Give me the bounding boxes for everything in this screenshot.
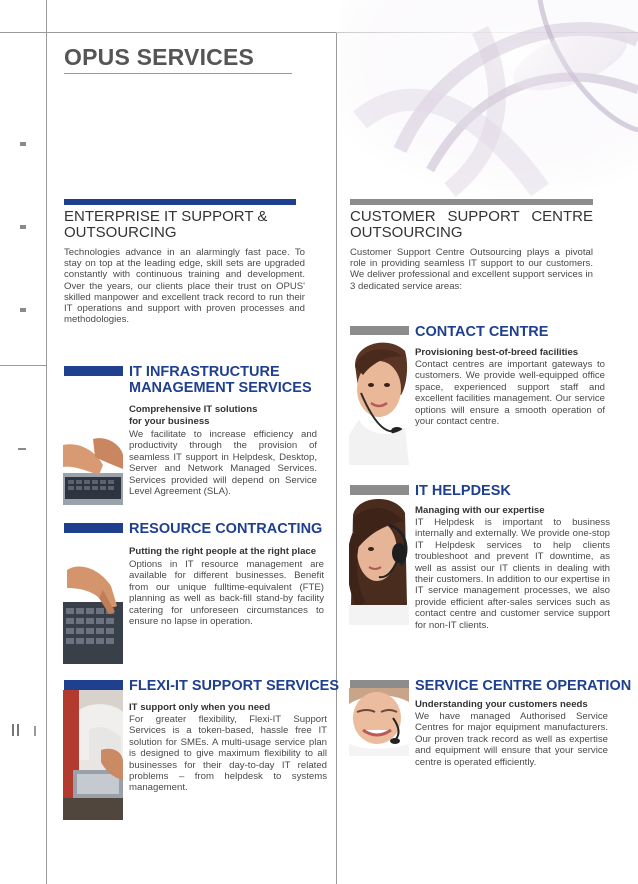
margin-marker [12, 724, 14, 736]
it-infrastructure-subtitle-line1: Comprehensive IT solutions [129, 404, 258, 415]
decorative-swirl-graphic [340, 0, 638, 200]
it-helpdesk-body: IT Helpdesk is important to business internally and externally. We provide one-stop IT Helpdesk services to help clients troubleshoot and prevent IT downtime, as well as assist our IT clients in dealing with their customers. In addition to our expertise in IT service management processes, we also provide efficient after-sales services such as contact centre and customer service support for non-IT clients. [415, 517, 610, 631]
it-infrastructure-bar [64, 366, 123, 376]
flexi-it-body: For greater flexibility, Flexi-IT Support Services is a token-based, hassle free IT solution for SMEs. A multi-usage service plan is designed to give maximum flexibility to all businesses for their day-to-day IT related problems – from helpdesk to systems management. [129, 714, 327, 794]
top-frame-line-left [0, 32, 336, 33]
service-centre-title: SERVICE CENTRE OPERATION [415, 678, 632, 694]
margin-marker [20, 142, 26, 146]
flexi-it-title: FLEXI-IT SUPPORT SERVICES [129, 678, 340, 694]
smiling-agent-photo [349, 688, 409, 756]
resource-contracting-subtitle: Putting the right people at the right place [129, 546, 317, 557]
headset-agent-photo [349, 335, 409, 465]
customer-heading-line1: CUSTOMER SUPPORT CENTRE [350, 208, 593, 225]
title-underline [64, 73, 292, 74]
margin-marker [18, 448, 26, 450]
enterprise-section-bar [64, 199, 296, 205]
contact-centre-title: CONTACT CENTRE [415, 324, 549, 340]
page-title: OPUS SERVICES [64, 44, 255, 70]
it-infrastructure-title-line2: MANAGEMENT SERVICES [129, 380, 312, 396]
resource-contracting-body: Options in IT resource management are available for different businesses. Benefit from our unique fulltime-equivalent (FTE) planning as well as back-fill stand-by facility catering for unforeseen circumstances to ensure no lapse in operation. [129, 559, 324, 628]
it-helpdesk-subtitle: Managing with our expertise [415, 505, 545, 516]
keyboard-hand-photo [63, 540, 123, 664]
flexi-it-subtitle: IT support only when you need [129, 702, 271, 713]
margin-marker [20, 225, 26, 229]
contact-centre-subtitle: Provisioning best-of-breed facilities [415, 347, 579, 358]
customer-heading-line2: OUTSOURCING [350, 224, 463, 241]
contact-centre-body: Contact centres are important gateways to customers. We provide well-equipped office space, experienced support staff and excellent facilities management. Our service options will ensure a smooth operation of your contact centre. [415, 359, 605, 428]
margin-marker [20, 308, 26, 312]
left-margin-rule [0, 365, 46, 366]
enterprise-intro: Technologies advance in an alarmingly fast pace. To stay on top at the leading edge, skill sets are upgraded constantly with continuous training and development. Over the years, our clients place their trust on OPUS' skilled manpower and excellent track record to run their IT operations and support with proven processes and methodologies. [64, 247, 305, 326]
flexi-it-bar [64, 680, 123, 690]
margin-marker [34, 726, 36, 736]
resource-contracting-bar [64, 523, 123, 533]
left-frame-line [46, 0, 47, 884]
it-helpdesk-title: IT HELPDESK [415, 483, 511, 499]
service-centre-body: We have managed Authorised Service Centres for major equipment manufacturers. Our proven track record as well as expertise and equipment will ensure that your service centre is operated efficiently. [415, 711, 608, 768]
service-centre-subtitle: Understanding your customers needs [415, 699, 588, 710]
helpdesk-agent-photo [349, 495, 409, 625]
margin-marker [17, 724, 19, 736]
it-helpdesk-bar [350, 485, 409, 495]
resource-contracting-title: RESOURCE CONTRACTING [129, 521, 323, 537]
office-laptop-photo [63, 690, 123, 820]
enterprise-heading-line1: ENTERPRISE IT SUPPORT & [64, 208, 268, 225]
center-frame-line [336, 32, 337, 884]
enterprise-heading-line2: OUTSOURCING [64, 224, 177, 241]
customer-intro: Customer Support Centre Outsourcing plays a pivotal role in providing seamless IT support to our customers. We deliver professional and excellent support services in 3 dedicated service areas: [350, 247, 593, 292]
it-infrastructure-body: We facilitate to increase efficiency and productivity through the provision of seamless IT support in Helpdesk, Desktop, Server and Network Managed Services. Services provided will depend on Service Level Agreement (SLA). [129, 429, 317, 498]
it-infrastructure-subtitle-line2: for your business [129, 416, 210, 427]
it-infrastructure-title-line1: IT INFRASTRUCTURE [129, 364, 280, 380]
customer-section-bar [350, 199, 593, 205]
typing-hands-photo [63, 435, 123, 505]
